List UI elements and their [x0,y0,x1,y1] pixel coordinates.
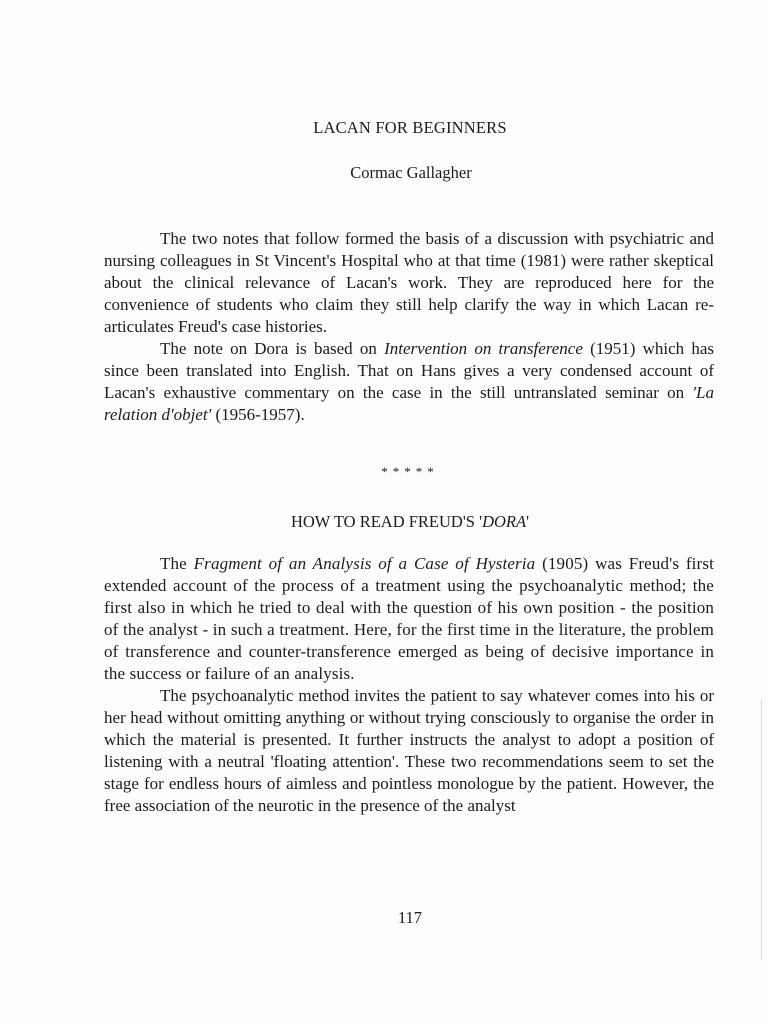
intro-section [104,228,714,426]
text-run: (1905) was Freud's first extended account of the process of a treatment using the psychoanalytic method; the first also in which he tried to deal with the question of his own position - the position of the analyst - in such a treatment. Here, for the first time in the literature, the problem of transference and counter-transference emerged as being of decisive importance in the success or failure of an analysis. [104,554,714,683]
heading-text-end: ' [526,512,530,531]
dora-paragraph-1 [104,553,714,685]
italic-title-intervention: Intervention on transference [384,339,583,358]
author-name: Cormac Gallagher [350,163,472,182]
section-separator: ***** [381,464,439,479]
intro-paragraph-2 [104,338,714,426]
dora-paragraph-2: The psychoanalytic method invites the patient to say whatever comes into his or her head without omitting anything or without trying consciously to organise the order in which the material is presented. It further instructs the analyst to adopt a position of listening with a neutral 'floating attention'. These two recommendations seem to set the stage for endless hours of aimless and pointless monologue by the patient. However, the free association of the neurotic in the presence of the analyst [104,686,714,815]
text-run: The note on Dora is based on [160,339,385,358]
dora-section [104,553,714,817]
page-title: LACAN FOR BEGINNERS [313,118,507,137]
text-run: The [160,554,194,573]
page-number: 117 [397,908,423,927]
text-run: (1951) which has since been translated into English. That on Hans gives a very condensed account of Lacan's exhaustive commentary on the case in the still untranslated seminar on [104,339,714,402]
scan-edge-line [761,700,762,960]
italic-title-fragment: Fragment of an Analysis of a Case of Hysteria [193,554,536,573]
section-heading [0,512,768,532]
text-run: (1956-1957). [211,405,305,424]
intro-paragraph-1: The two notes that follow formed the basis of a discussion with psychiatric and nursing colleagues in St Vincent's Hospital who at that time (1981) were rather skeptical about the clinical relevance of Lacan's work. They are reproduced here for the convenience of students who claim they still help clarify the way in which Lacan re-articulates Freud's case histories. [104,229,714,336]
heading-italic: DORA [482,512,527,531]
italic-title-relation-objet: 'La relation d'objet' [104,383,714,424]
heading-text: HOW TO READ FREUD'S ' [290,512,483,531]
